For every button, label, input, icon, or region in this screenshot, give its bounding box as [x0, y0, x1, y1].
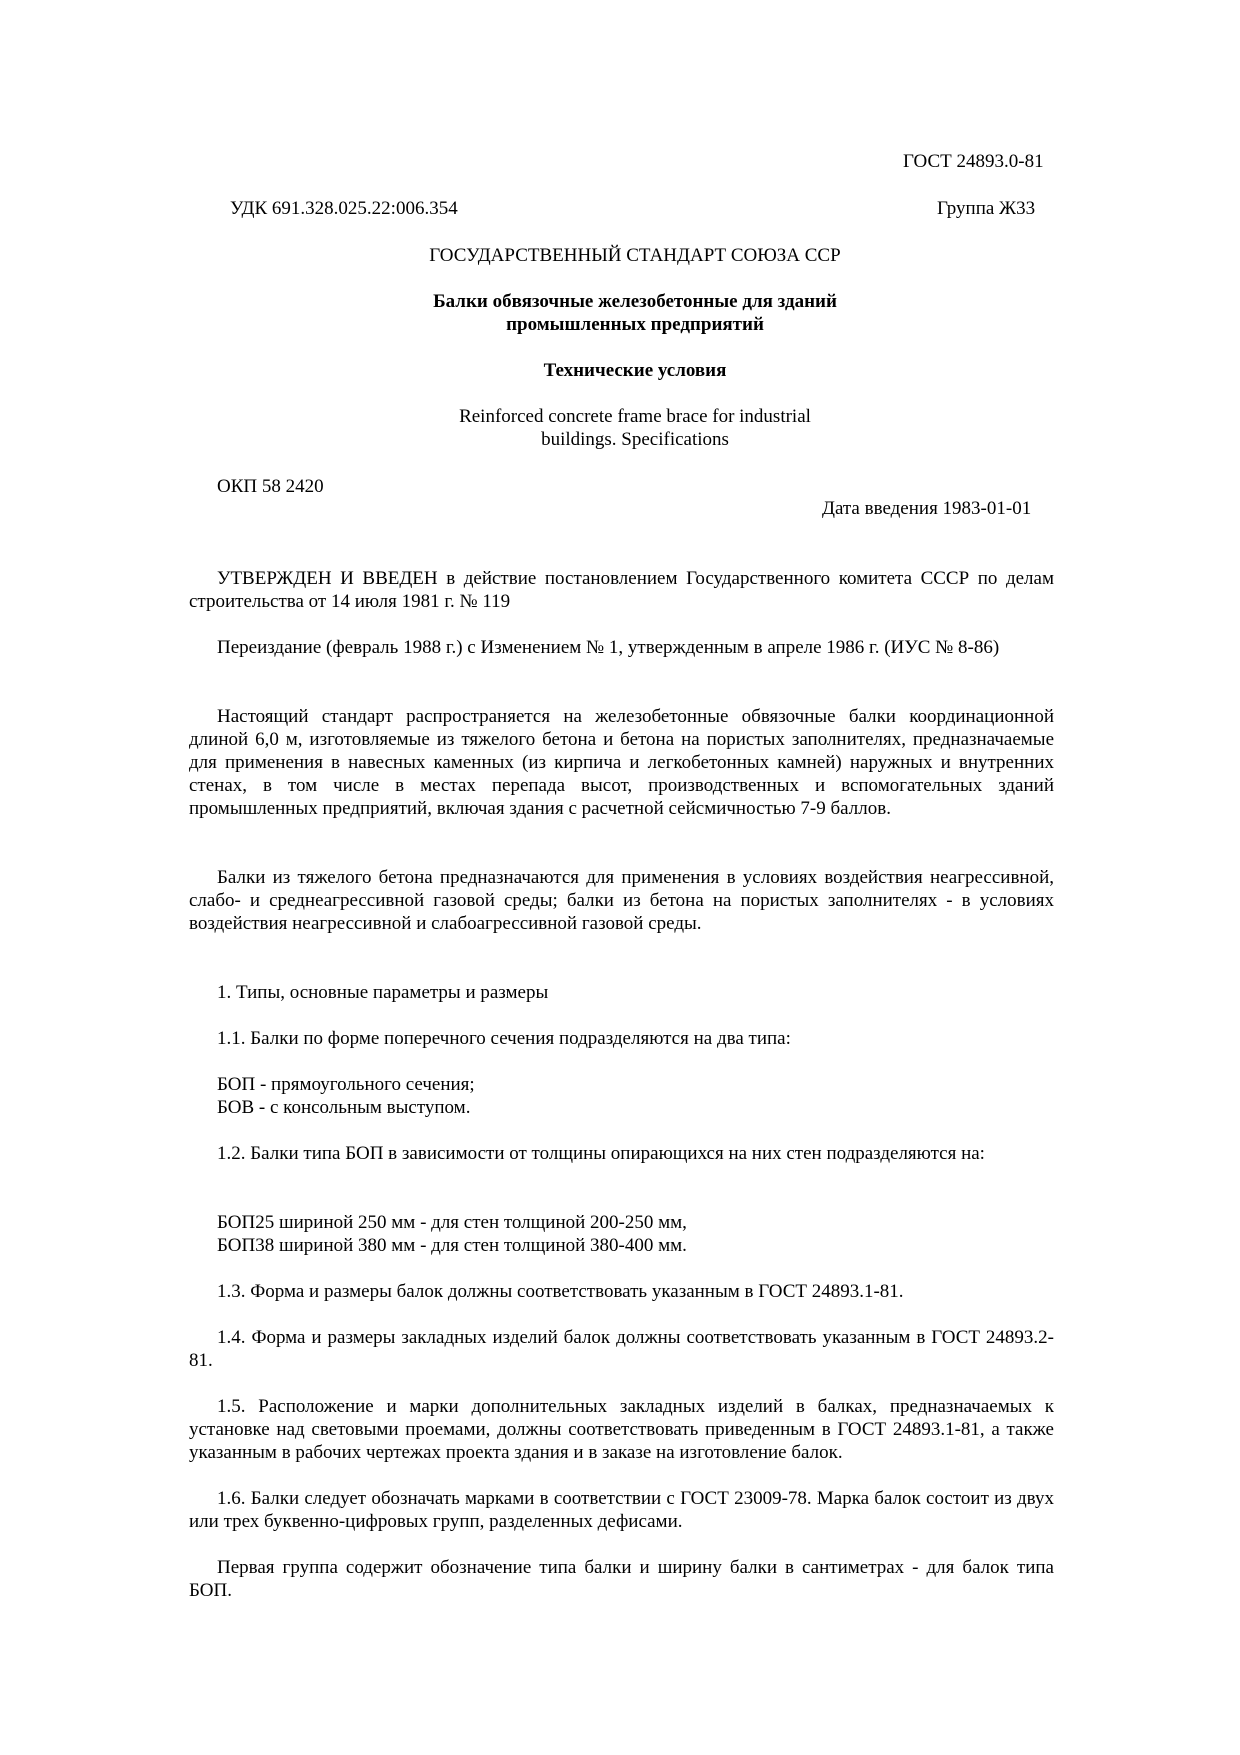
clause-1-4: 1.4. Форма и размеры закладных изделий балок должны соответствовать указанным в ГОСТ 24893.2-81.	[189, 1327, 1054, 1371]
bop25-spec: БОП25 шириной 250 мм - для стен толщиной 200-250 мм,	[217, 1212, 687, 1233]
english-title-line1: Reinforced concrete frame brace for industrial	[459, 406, 811, 427]
clause-1-3: 1.3. Форма и размеры балок должны соответствовать указанным в ГОСТ 24893.1-81.	[217, 1281, 904, 1302]
document-title-line2: промышленных предприятий	[506, 314, 764, 335]
type-bop: БОП - прямоугольного сечения;	[217, 1074, 475, 1095]
organization-heading: ГОСУДАРСТВЕННЫЙ СТАНДАРТ СОЮЗА ССР	[429, 245, 841, 266]
english-title-line2: buildings. Specifications	[541, 429, 729, 450]
udk-code: УДК 691.328.025.22:006.354	[230, 198, 458, 219]
reissue-paragraph: Переиздание (февраль 1988 г.) с Изменением № 1, утвержденным в апреле 1986 г. (ИУС № 8-86)	[217, 637, 1000, 658]
bop38-spec: БОП38 шириной 380 мм - для стен толщиной 380-400 мм.	[217, 1235, 687, 1256]
approval-paragraph: УТВЕРЖДЕН И ВВЕДЕН в действие постановлением Государственного комитета СССР по делам строительства от 14 июля 1981 г. № 119	[189, 568, 1054, 612]
document-subtitle: Технические условия	[543, 360, 727, 381]
okp-code: ОКП 58 2420	[217, 476, 324, 497]
clause-1-5: 1.5. Расположение и марки дополнительных закладных изделий в балках, предназначаемых к установке над световыми проемами, должны соответствовать приведенным в ГОСТ 24893.1-81, а также указанным в рабочих чертежах проекта здания и в заказе на изготовление балок.	[189, 1396, 1054, 1463]
clause-1-1: 1.1. Балки по форме поперечного сечения подразделяются на два типа:	[217, 1028, 791, 1049]
document-title-line1: Балки обвязочные железобетонные для зданий	[433, 291, 837, 312]
gost-number: ГОСТ 24893.0-81	[903, 151, 1044, 172]
usage-paragraph: Балки из тяжелого бетона предназначаются для применения в условиях воздействия неагрессивной, слабо- и среднеагрессивной газовой среды; балки из бетона на пористых заполнителях - в условиях воздействия неагрессивной и слабоагрессивной газовой среды.	[189, 867, 1054, 934]
scope-paragraph: Настоящий стандарт распространяется на железобетонные обвязочные балки координационной длиной 6,0 м, изготовляемые из тяжелого бетона и бетона на пористых заполнителях, предназначаемые для применения в навесных каменных (из кирпича и легкобетонных камней) наружных и внутренних стенах, в том числе в местах перепада высот, производственных и вспомогательных зданий промышленных предприятий, включая здания с расчетной сейсмичностью 7-9 баллов.	[189, 706, 1054, 819]
introduction-date: Дата введения 1983-01-01	[822, 498, 1032, 519]
group-code: Группа Ж33	[937, 198, 1036, 219]
clause-1-2: 1.2. Балки типа БОП в зависимости от толщины опирающихся на них стен подразделяются на:	[217, 1143, 985, 1164]
section-1-heading: 1. Типы, основные параметры и размеры	[217, 982, 549, 1003]
first-group-paragraph: Первая группа содержит обозначение типа балки и ширину балки в сантиметрах - для балок типа БОП.	[189, 1557, 1054, 1601]
type-bov: БОВ - с консольным выступом.	[217, 1097, 471, 1118]
clause-1-6: 1.6. Балки следует обозначать марками в соответствии с ГОСТ 23009-78. Марка балок состоит из двух или трех буквенно-цифровых групп, разделенных дефисами.	[189, 1488, 1054, 1532]
